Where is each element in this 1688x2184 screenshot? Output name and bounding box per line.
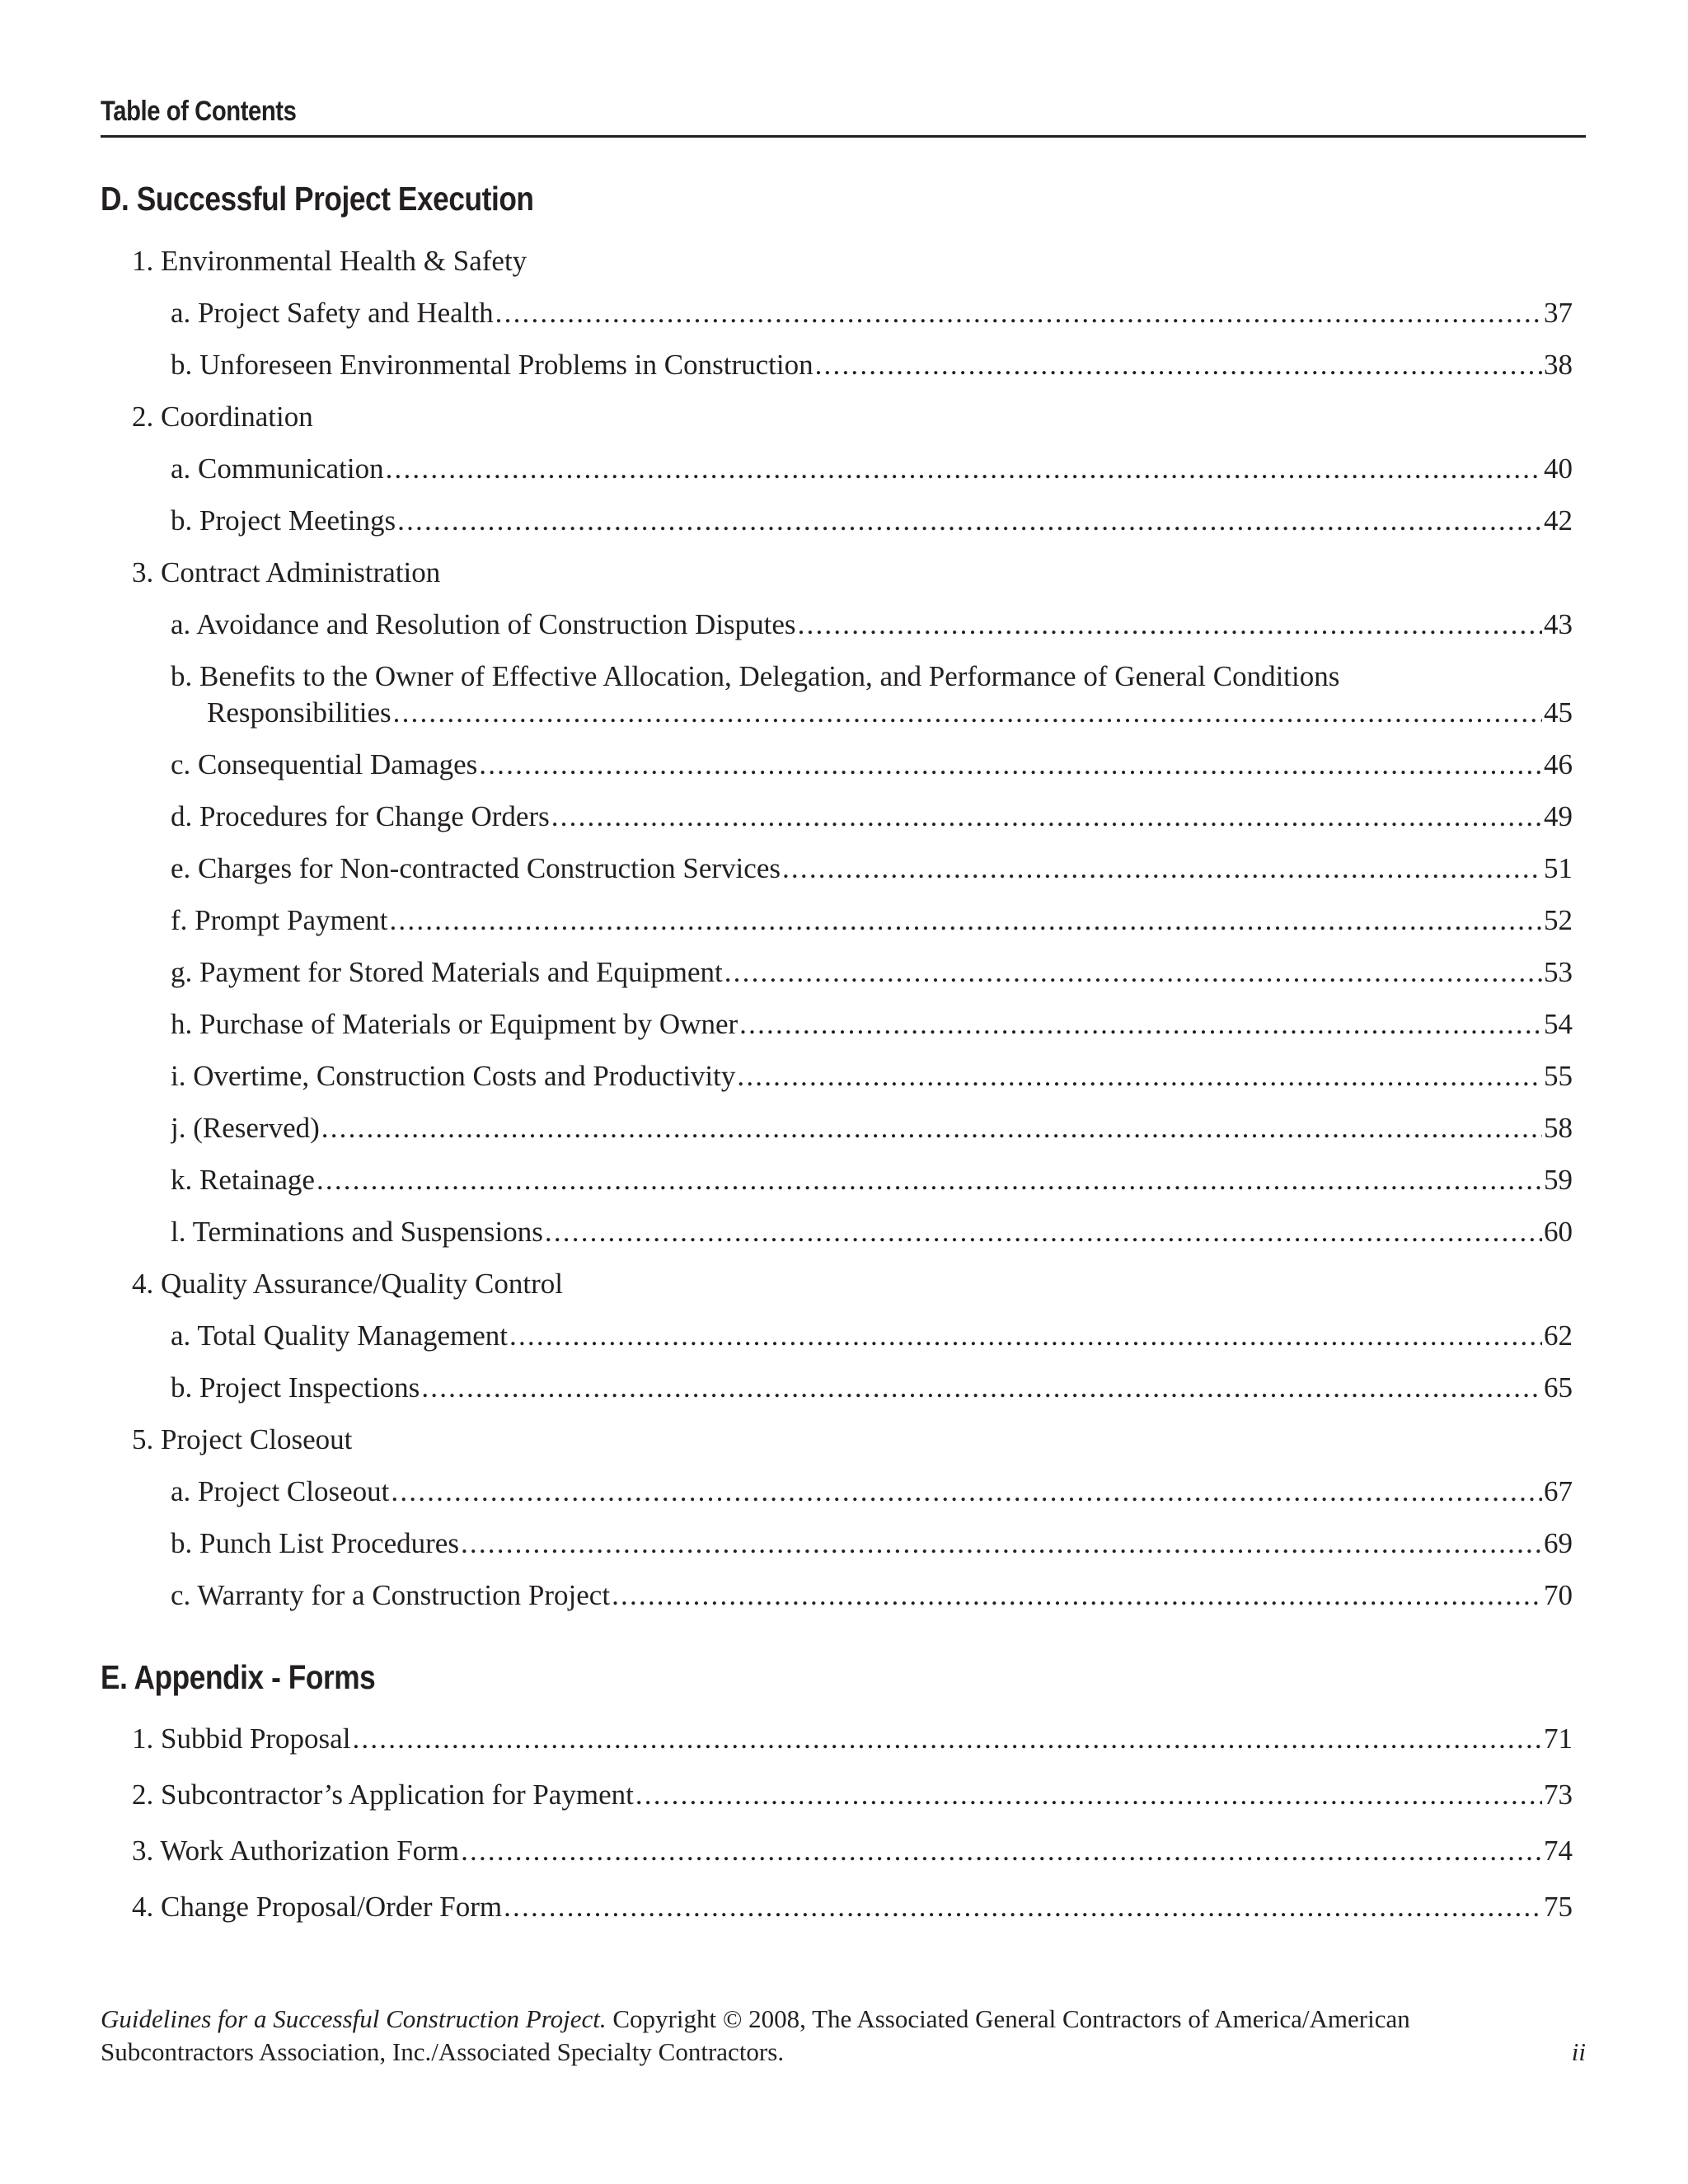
toc-entry-label: l. Terminations and Suspensions	[171, 1216, 543, 1248]
toc-entry-label: b. Project Meetings	[171, 504, 396, 537]
toc-page-number: 40	[1544, 452, 1573, 485]
dot-leader	[495, 297, 1542, 330]
toc-entry-label: h. Purchase of Materials or Equipment by Owner	[171, 1008, 738, 1040]
dot-leader	[352, 1722, 1542, 1755]
toc-entry-label: e. Charges for Non-contracted Construction Services	[171, 852, 781, 884]
toc-page-number: 52	[1544, 904, 1573, 936]
toc-page-number: 45	[1544, 696, 1573, 729]
toc-entry[interactable]	[132, 1722, 1573, 1755]
dot-leader	[393, 696, 1542, 729]
toc-page-number: 75	[1544, 1891, 1573, 1923]
dot-leader	[461, 1527, 1542, 1560]
toc-entry-label: a. Avoidance and Resolution of Construction Disputes	[171, 608, 796, 640]
toc-entry[interactable]	[171, 1527, 1573, 1560]
dot-leader	[782, 852, 1542, 885]
toc-page-number: 60	[1544, 1216, 1573, 1248]
toc-page-number: 73	[1544, 1779, 1573, 1811]
toc-entry-label: a. Project Closeout	[171, 1475, 390, 1507]
toc-entry-label: a. Communication	[171, 452, 384, 485]
page-header	[101, 96, 1586, 138]
dot-leader	[461, 1835, 1542, 1868]
toc-entry[interactable]	[171, 504, 1573, 537]
toc-entry-label: 2. Subcontractor’s Application for Payment	[132, 1779, 634, 1811]
toc-page-number: 37	[1544, 297, 1573, 329]
toc-entry[interactable]	[132, 1835, 1573, 1868]
toc-entry[interactable]	[171, 1112, 1573, 1145]
toc-entry-label: f. Prompt Payment	[171, 904, 388, 936]
toc-entry-label: j. (Reserved)	[171, 1112, 320, 1144]
toc-entry-label: g. Payment for Stored Materials and Equipment	[171, 956, 723, 988]
toc-entry[interactable]	[171, 608, 1573, 641]
footer-copyright-line2: Subcontractors Association, Inc./Associated Specialty Contractors.	[101, 2037, 785, 2067]
toc-page-number: 46	[1544, 748, 1573, 780]
dot-leader	[509, 1319, 1542, 1352]
dot-leader	[389, 904, 1542, 937]
toc-entry[interactable]	[171, 452, 1573, 485]
toc-page-number: 65	[1544, 1371, 1573, 1404]
toc-entry[interactable]	[171, 349, 1573, 382]
page-footer	[101, 2003, 1586, 2069]
dot-leader	[545, 1216, 1542, 1249]
toc-entry[interactable]	[171, 1475, 1573, 1508]
group-title-contract-administration: 3. Contract Administration	[132, 556, 441, 588]
toc-entry[interactable]	[171, 800, 1573, 833]
dot-leader	[635, 1779, 1542, 1811]
toc-entry-label: 1. Subbid Proposal	[132, 1722, 351, 1755]
toc-entry[interactable]	[171, 1060, 1573, 1093]
footer-copyright-text: Copyright © 2008, The Associated General Contractors of America/American	[606, 2004, 1410, 2033]
toc-entry-label: 3. Work Authorization Form	[132, 1835, 460, 1867]
dot-leader	[479, 748, 1542, 781]
toc-page-number: 62	[1544, 1319, 1573, 1352]
toc-entry[interactable]	[171, 1008, 1573, 1041]
toc-page-number: 38	[1544, 349, 1573, 381]
section-heading-e: E. Appendix - Forms	[101, 1658, 376, 1696]
toc-entry[interactable]	[171, 1579, 1573, 1612]
toc-page-number: 53	[1544, 956, 1573, 988]
toc-entry-label: d. Procedures for Change Orders	[171, 800, 550, 832]
dot-leader	[316, 1164, 1542, 1197]
toc-entry[interactable]	[171, 1319, 1573, 1352]
toc-entry[interactable]	[171, 904, 1573, 937]
dot-leader	[321, 1112, 1542, 1145]
toc-entry-label: c. Warranty for a Construction Project	[171, 1579, 611, 1611]
group-title-quality-assurance: 4. Quality Assurance/Quality Control	[132, 1268, 563, 1300]
dot-leader	[815, 349, 1542, 382]
toc-page-number: 43	[1544, 608, 1573, 640]
toc-page-number: 67	[1544, 1475, 1573, 1507]
footer-page-number: ii	[1571, 2037, 1586, 2066]
dot-leader	[739, 1008, 1542, 1041]
toc-entry-label: a. Project Safety and Health	[171, 297, 494, 329]
toc-entry[interactable]	[171, 297, 1573, 330]
dot-leader	[504, 1891, 1542, 1924]
group-title-environmental-health-safety: 1. Environmental Health & Safety	[132, 245, 528, 277]
toc-entry-label-line1[interactable]: b. Benefits to the Owner of Effective Allocation, Delegation, and Performance of General Conditions	[171, 660, 1340, 692]
toc-page-number: 55	[1544, 1060, 1573, 1092]
section-heading-d: D. Successful Project Execution	[101, 180, 534, 218]
dot-leader	[397, 504, 1542, 537]
toc-entry-label: a. Total Quality Management	[171, 1319, 509, 1352]
toc-page-number: 58	[1544, 1112, 1573, 1144]
toc-page-number: 51	[1544, 852, 1573, 884]
toc-page-number: 59	[1544, 1164, 1573, 1196]
toc-entry[interactable]	[171, 1371, 1573, 1404]
toc-page-number: 71	[1544, 1722, 1573, 1755]
toc-page-number: 70	[1544, 1579, 1573, 1611]
toc-entry[interactable]	[132, 1779, 1573, 1811]
toc-entry-label: i. Overtime, Construction Costs and Productivity	[171, 1060, 736, 1092]
toc-entry[interactable]	[132, 1891, 1573, 1924]
toc-entry[interactable]	[171, 1164, 1573, 1197]
toc-page-number: 74	[1544, 1835, 1573, 1867]
footer-copyright-line1	[101, 2003, 1586, 2036]
toc-entry-label: b. Project Inspections	[171, 1371, 420, 1404]
toc-entry[interactable]	[171, 748, 1573, 781]
dot-leader	[391, 1475, 1542, 1508]
toc-entry[interactable]	[171, 1216, 1573, 1249]
group-title-coordination: 2. Coordination	[132, 401, 313, 433]
toc-page-number: 42	[1544, 504, 1573, 537]
dot-leader	[724, 956, 1542, 989]
toc-page-number: 49	[1544, 800, 1573, 832]
toc-page-number: 69	[1544, 1527, 1573, 1559]
dot-leader	[386, 452, 1542, 485]
header-title: Table of Contents	[101, 96, 297, 127]
toc-entry[interactable]	[171, 956, 1573, 989]
toc-entry[interactable]	[207, 696, 1573, 729]
toc-entry-label: b. Punch List Procedures	[171, 1527, 459, 1559]
dot-leader	[612, 1579, 1542, 1612]
toc-entry-label: 4. Change Proposal/Order Form	[132, 1891, 503, 1923]
toc-page-number: 54	[1544, 1008, 1573, 1040]
toc-entry-label: c. Consequential Damages	[171, 748, 478, 780]
dot-leader	[421, 1371, 1542, 1404]
footer-book-title: Guidelines for a Successful Construction Project.	[101, 2004, 607, 2033]
toc-entry-label-line2: Responsibilities	[207, 696, 392, 729]
dot-leader	[798, 608, 1542, 641]
group-title-project-closeout: 5. Project Closeout	[132, 1423, 353, 1455]
toc-entry[interactable]	[171, 852, 1573, 885]
toc-entry-label: b. Unforeseen Environmental Problems in Construction	[171, 349, 814, 381]
dot-leader	[551, 800, 1542, 833]
toc-entry-label: k. Retainage	[171, 1164, 315, 1196]
dot-leader	[737, 1060, 1542, 1093]
